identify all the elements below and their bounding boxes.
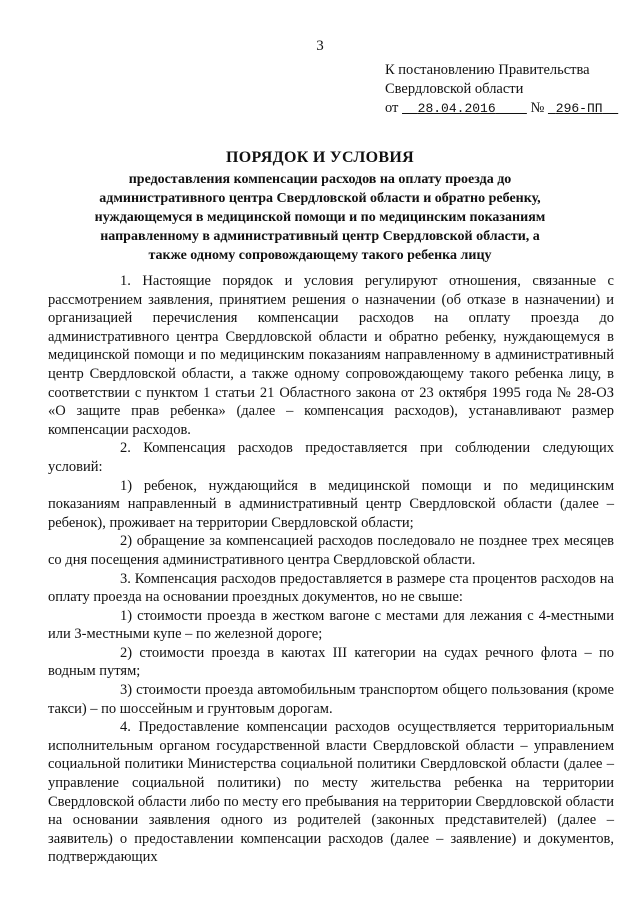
paragraph-3-item-1: 1) стоимости проезда в жестком вагоне с местами для лежания с 4-местными или 3-местными купе – по железной дороге; xyxy=(48,607,614,643)
decree-date-value: 28.04.2016 xyxy=(417,101,496,116)
title-subtitle: предоставления компенсации расходов на оплату проезда до административного центра Свердловской области и обратно ребенку, нуждающемуся в медицинской помощи и по медицинским показаниям направленному в административный центр Свердловской области, а также одному сопровождающему такого ребенка лицу xyxy=(94,172,546,263)
document-title xyxy=(80,147,560,265)
approval-date-row xyxy=(385,99,625,118)
decree-number xyxy=(548,101,618,116)
approval-stamp xyxy=(385,61,625,118)
paragraph-3: 3. Компенсация расходов предоставляется в размере ста процентов расходов на оплату проезда на основании проездных документов, но не свыше: xyxy=(48,570,614,606)
paragraph-2-item-1: 1) ребенок, нуждающийся в медицинской помощи и по медицинским показаниям направленный в административный центр Свердловской области (далее – ребенок), проживает на территории Свердловской области; xyxy=(48,477,614,531)
paragraph-2-item-2: 2) обращение за компенсацией расходов последовало не позднее трех месяцев со дня посещения административного центра Свердловской области. xyxy=(48,533,614,568)
paragraph-2: 2. Компенсация расходов предоставляется при соблюдении следующих условий: xyxy=(48,440,614,475)
title-main: ПОРЯДОК И УСЛОВИЯ xyxy=(226,149,414,166)
date-prefix: от xyxy=(385,100,399,116)
decree-number-value: 296-ПП xyxy=(555,101,603,116)
page-number: 3 xyxy=(316,38,324,54)
approval-line-1: К постановлению Правительства xyxy=(385,62,590,78)
number-prefix: № xyxy=(530,100,545,116)
decree-date xyxy=(402,101,527,116)
paragraph-3-item-3: 3) стоимости проезда автомобильным транспортом общего пользования (кроме такси) – по шоссейным и грунтовым дорогам. xyxy=(48,682,614,717)
document-body xyxy=(48,272,614,867)
approval-line-2: Свердловской области xyxy=(385,81,524,97)
paragraph-3-item-2: 2) стоимости проезда в каютах III категории на судах речного флота – по водным путям; xyxy=(48,644,614,680)
paragraph-4: 4. Предоставление компенсации расходов осуществляется территориальным исполнительным органом государственной власти Свердловской области – управлением социальной политики Министерства социальной политики Свердловской области (далее – управление социальной политики) по месту жительства ребенка на территории Свердловской области либо по месту его пребывания на территории Свердловской области на основании заявления одного из родителей (законных представителей) (далее – заявитель) о предоставлении компенсации расходов (далее – заявление) и документов, подтверждающих xyxy=(48,719,614,866)
paragraph-1: 1. Настоящие порядок и условия регулируют отношения, связанные с рассмотрением заявления, принятием решения о назначении (об отказе в назначении) и организацией перечисления компенсации расходов на оплату проезда до административного центра Свердловской области и обратно ребенку, нуждающемуся в медицинской помощи и по медицинским показаниям направленному в административный центр Свердловской области, а также одному сопровождающему такого ребенка лицу, в соответствии с пунктом 1 статьи 21 Областного закона от 23 октября 1995 года № 28-ОЗ «О защите прав ребенка» (далее – компенсация расходов), устанавливают размер компенсации расходов. xyxy=(48,273,614,438)
